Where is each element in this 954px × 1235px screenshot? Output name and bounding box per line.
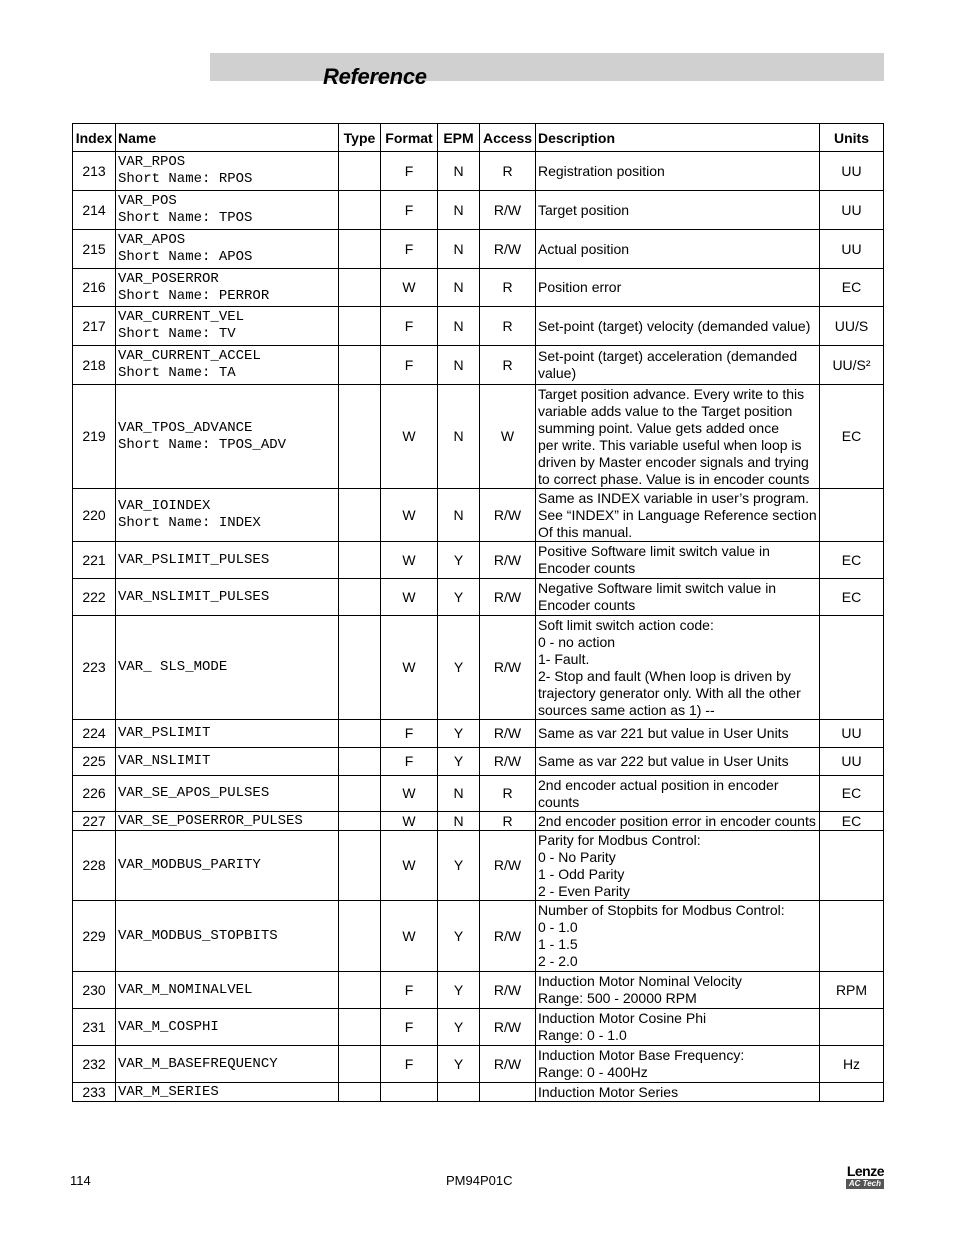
cell-description <box>536 307 820 346</box>
cell-index: 227 <box>73 812 116 831</box>
cell-description <box>536 748 820 776</box>
cell-access: R/W <box>480 748 536 776</box>
cell-format: F <box>381 748 438 776</box>
name-line: VAR_M_SERIES <box>118 1083 219 1100</box>
name-line: Short Name: TA <box>118 365 236 381</box>
description-line: 0 - No Parity <box>538 848 616 865</box>
cell-description <box>536 269 820 307</box>
cell-units: EC <box>820 812 884 831</box>
description-line: variable adds value to the Target position <box>538 402 793 419</box>
cell-name <box>116 230 339 269</box>
cell-format: W <box>381 489 438 542</box>
description-line: Of this manual. <box>538 523 633 540</box>
description-line: Set-point (target) velocity (demanded value) <box>538 317 811 334</box>
cell-epm: Y <box>438 1046 480 1083</box>
cell-epm: Y <box>438 542 480 579</box>
cell-name <box>116 901 339 972</box>
cell-access: R <box>480 269 536 307</box>
description-line: 2- Stop and fault (When loop is driven by <box>538 667 791 684</box>
cell-access: R/W <box>480 831 536 901</box>
cell-index: 223 <box>73 616 116 720</box>
cell-name <box>116 489 339 542</box>
col-header-type: Type <box>339 124 381 152</box>
cell-type <box>339 191 381 230</box>
description-line: 0 - no action <box>538 633 616 650</box>
cell-access: W <box>480 385 536 489</box>
description-line: Positive Software limit switch value in <box>538 543 770 559</box>
cell-format: F <box>381 191 438 230</box>
cell-epm: Y <box>438 616 480 720</box>
col-header-name: Name <box>116 124 339 152</box>
cell-name <box>116 152 339 191</box>
cell-index: 216 <box>73 269 116 307</box>
cell-units: UU/S² <box>820 346 884 385</box>
table-row <box>73 776 884 812</box>
description-line: 1- Fault. <box>538 650 590 667</box>
table-row <box>73 748 884 776</box>
col-header-format: Format <box>381 124 438 152</box>
cell-index: 226 <box>73 776 116 812</box>
cell-type <box>339 230 381 269</box>
cell-epm: Y <box>438 720 480 748</box>
document-code: PM94P01C <box>446 1173 513 1188</box>
cell-units <box>820 831 884 901</box>
description-line: Actual position <box>538 240 630 257</box>
description-line: Range: 0 - 1.0 <box>538 1027 627 1043</box>
cell-description <box>536 720 820 748</box>
description-line: Target position <box>538 201 630 218</box>
cell-index: 220 <box>73 489 116 542</box>
name-line: Short Name: TV <box>118 326 236 342</box>
cell-epm <box>438 1083 480 1102</box>
cell-index: 215 <box>73 230 116 269</box>
description-line: Encoder counts <box>538 560 636 576</box>
cell-index: 230 <box>73 972 116 1009</box>
description-line: Induction Motor Series <box>538 1083 679 1100</box>
cell-name <box>116 776 339 812</box>
description-line: Induction Motor Cosine Phi <box>538 1010 707 1026</box>
description-line: Parity for Modbus Control: <box>538 831 701 848</box>
name-line: Short Name: APOS <box>118 249 253 265</box>
page-title: Reference <box>323 64 427 89</box>
cell-index: 232 <box>73 1046 116 1083</box>
description-line: Position error <box>538 279 622 295</box>
table-row <box>73 616 884 720</box>
cell-epm: Y <box>438 901 480 972</box>
description-line: Same as var 221 but value in User Units <box>538 725 789 741</box>
description-line: value) <box>538 365 577 381</box>
cell-index: 231 <box>73 1009 116 1046</box>
cell-units <box>820 616 884 720</box>
cell-epm: N <box>438 812 480 831</box>
name-line: VAR_PSLIMIT <box>118 725 211 741</box>
cell-format: W <box>381 385 438 489</box>
name-line: VAR_NSLIMIT_PULSES <box>118 588 270 605</box>
cell-units: EC <box>820 776 884 812</box>
description-line: counts <box>538 793 580 810</box>
cell-units: UU <box>820 230 884 269</box>
cell-index: 233 <box>73 1083 116 1102</box>
cell-type <box>339 1009 381 1046</box>
name-line: VAR_MODBUS_STOPBITS <box>118 927 278 944</box>
cell-units <box>820 1083 884 1102</box>
cell-description <box>536 972 820 1009</box>
description-line: 0 - 1.0 <box>538 919 578 935</box>
cell-units: UU <box>820 748 884 776</box>
table-row <box>73 720 884 748</box>
cell-name <box>116 831 339 901</box>
cell-description <box>536 152 820 191</box>
cell-format: W <box>381 812 438 831</box>
table-row <box>73 1009 884 1046</box>
cell-access: R <box>480 307 536 346</box>
col-header-units: Units <box>820 124 884 152</box>
name-line: Short Name: INDEX <box>118 515 261 531</box>
table-row <box>73 579 884 616</box>
cell-index: 213 <box>73 152 116 191</box>
name-line: VAR_IOINDEX <box>118 498 211 514</box>
header-bar <box>210 53 884 81</box>
cell-format <box>381 1083 438 1102</box>
description-line: Number of Stopbits for Modbus Control: <box>538 902 785 918</box>
cell-units: UU/S <box>820 307 884 346</box>
cell-description <box>536 1083 820 1102</box>
cell-name <box>116 1009 339 1046</box>
cell-units: RPM <box>820 972 884 1009</box>
cell-type <box>339 542 381 579</box>
description-line: Range: 0 - 400Hz <box>538 1064 648 1080</box>
cell-description <box>536 489 820 542</box>
cell-name <box>116 720 339 748</box>
name-line: VAR_ SLS_MODE <box>118 659 228 675</box>
cell-name <box>116 542 339 579</box>
description-line: 2nd encoder position error in encoder counts <box>538 812 816 829</box>
cell-type <box>339 152 381 191</box>
name-line: VAR_CURRENT_ACCEL <box>118 348 261 364</box>
cell-description <box>536 191 820 230</box>
table-row <box>73 191 884 230</box>
name-line: Short Name: PERROR <box>118 287 270 304</box>
cell-epm: N <box>438 230 480 269</box>
cell-access: R/W <box>480 1009 536 1046</box>
description-line: Range: 500 - 20000 RPM <box>538 990 697 1006</box>
cell-type <box>339 579 381 616</box>
name-line: Short Name: RPOS <box>118 171 253 187</box>
reference-table <box>72 123 884 1102</box>
cell-access: R/W <box>480 901 536 972</box>
description-line: See “INDEX” in Language Reference section <box>538 506 817 523</box>
cell-format: F <box>381 972 438 1009</box>
table-header-row <box>73 124 884 152</box>
cell-epm: N <box>438 776 480 812</box>
col-header-epm: EPM <box>438 124 480 152</box>
table-row <box>73 269 884 307</box>
cell-access: R/W <box>480 191 536 230</box>
cell-access: R/W <box>480 972 536 1009</box>
cell-format: W <box>381 831 438 901</box>
cell-index: 218 <box>73 346 116 385</box>
name-line: VAR_M_COSPHI <box>118 1018 219 1035</box>
table-row <box>73 385 884 489</box>
cell-description <box>536 385 820 489</box>
cell-epm: Y <box>438 1009 480 1046</box>
cell-type <box>339 972 381 1009</box>
description-line: per write. This variable useful when loop is <box>538 436 802 453</box>
cell-format: F <box>381 1046 438 1083</box>
cell-access: R <box>480 776 536 812</box>
cell-name <box>116 579 339 616</box>
description-line: trajectory generator only. With all the other <box>538 684 801 701</box>
cell-epm: N <box>438 269 480 307</box>
cell-epm: Y <box>438 579 480 616</box>
cell-type <box>339 346 381 385</box>
table-row <box>73 1083 884 1102</box>
cell-index: 217 <box>73 307 116 346</box>
table-row <box>73 831 884 901</box>
name-line: VAR_SE_POSERROR_PULSES <box>118 812 303 829</box>
name-line: VAR_SE_APOS_PULSES <box>118 785 270 801</box>
description-line: Target position advance. Every write to this <box>538 385 805 402</box>
cell-epm: N <box>438 346 480 385</box>
cell-format: W <box>381 542 438 579</box>
cell-name <box>116 307 339 346</box>
cell-name <box>116 1046 339 1083</box>
cell-type <box>339 616 381 720</box>
cell-description <box>536 812 820 831</box>
cell-format: W <box>381 776 438 812</box>
table-row <box>73 972 884 1009</box>
cell-type <box>339 812 381 831</box>
logo-word: Lenze <box>846 1163 884 1179</box>
cell-units: EC <box>820 579 884 616</box>
cell-access: R/W <box>480 1046 536 1083</box>
cell-units: Hz <box>820 1046 884 1083</box>
cell-description <box>536 579 820 616</box>
description-line: 2 - Even Parity <box>538 882 630 899</box>
cell-access: R/W <box>480 489 536 542</box>
description-line: to correct phase. Value is in encoder counts <box>538 470 810 487</box>
cell-format: W <box>381 901 438 972</box>
col-header-index: Index <box>73 124 116 152</box>
cell-name <box>116 269 339 307</box>
cell-units: EC <box>820 269 884 307</box>
cell-epm: N <box>438 191 480 230</box>
cell-description <box>536 831 820 901</box>
table-row <box>73 812 884 831</box>
cell-epm: Y <box>438 972 480 1009</box>
name-line: VAR_CURRENT_VEL <box>118 309 245 325</box>
cell-description <box>536 230 820 269</box>
name-line: Short Name: TPOS_ADV <box>118 436 287 453</box>
description-line: sources same action as 1) -- <box>538 701 715 718</box>
col-header-description: Description <box>536 124 820 152</box>
cell-format: W <box>381 579 438 616</box>
cell-index: 225 <box>73 748 116 776</box>
cell-units <box>820 489 884 542</box>
cell-units: UU <box>820 152 884 191</box>
name-line: VAR_M_NOMINALVEL <box>118 981 253 998</box>
cell-format: F <box>381 720 438 748</box>
cell-epm: N <box>438 307 480 346</box>
cell-epm: N <box>438 385 480 489</box>
description-line: Set-point (target) acceleration (demanded <box>538 348 798 364</box>
cell-access: R/W <box>480 579 536 616</box>
name-line: VAR_TPOS_ADVANCE <box>118 419 253 436</box>
cell-access <box>480 1083 536 1102</box>
description-line: driven by Master encoder signals and trying <box>538 453 809 470</box>
cell-units: UU <box>820 720 884 748</box>
cell-format: F <box>381 346 438 385</box>
cell-type <box>339 748 381 776</box>
cell-units: EC <box>820 385 884 489</box>
table-row <box>73 542 884 579</box>
cell-epm: N <box>438 152 480 191</box>
cell-units: EC <box>820 542 884 579</box>
description-line: summing point. Value gets added once <box>538 419 780 436</box>
cell-name <box>116 191 339 230</box>
col-header-access: Access <box>480 124 536 152</box>
name-line: Short Name: TPOS <box>118 210 253 226</box>
name-line: VAR_APOS <box>118 232 186 248</box>
name-line: VAR_RPOS <box>118 154 186 170</box>
cell-index: 214 <box>73 191 116 230</box>
cell-type <box>339 720 381 748</box>
description-line: Induction Motor Nominal Velocity <box>538 973 742 989</box>
description-line: Soft limit switch action code: <box>538 616 714 633</box>
cell-format: F <box>381 152 438 191</box>
cell-type <box>339 831 381 901</box>
cell-index: 221 <box>73 542 116 579</box>
description-line: Negative Software limit switch value in <box>538 580 777 596</box>
cell-name <box>116 748 339 776</box>
name-line: VAR_NSLIMIT <box>118 753 211 769</box>
cell-index: 222 <box>73 579 116 616</box>
description-line: Same as INDEX variable in user’s program. <box>538 489 810 506</box>
cell-type <box>339 1046 381 1083</box>
cell-type <box>339 269 381 307</box>
cell-access: R/W <box>480 616 536 720</box>
cell-name <box>116 1083 339 1102</box>
cell-type <box>339 776 381 812</box>
cell-access: R/W <box>480 542 536 579</box>
description-line: 1 - 1.5 <box>538 936 578 952</box>
cell-epm: Y <box>438 831 480 901</box>
cell-type <box>339 1083 381 1102</box>
cell-format: W <box>381 616 438 720</box>
table-row <box>73 230 884 269</box>
cell-description <box>536 346 820 385</box>
cell-units <box>820 1009 884 1046</box>
cell-format: F <box>381 307 438 346</box>
cell-format: W <box>381 269 438 307</box>
name-line: VAR_POSERROR <box>118 270 219 287</box>
name-line: VAR_M_BASEFREQUENCY <box>118 1055 278 1072</box>
cell-name <box>116 385 339 489</box>
cell-type <box>339 489 381 542</box>
cell-format: F <box>381 230 438 269</box>
cell-type <box>339 901 381 972</box>
lenze-logo <box>840 1163 886 1191</box>
description-line: Induction Motor Base Frequency: <box>538 1047 745 1063</box>
table-row <box>73 152 884 191</box>
name-line: VAR_PSLIMIT_PULSES <box>118 551 270 568</box>
description-line: 2nd encoder actual position in encoder <box>538 776 779 793</box>
cell-access: R/W <box>480 720 536 748</box>
name-line: VAR_MODBUS_PARITY <box>118 857 261 873</box>
cell-units: UU <box>820 191 884 230</box>
table-row <box>73 901 884 972</box>
cell-description <box>536 1009 820 1046</box>
cell-index: 219 <box>73 385 116 489</box>
cell-format: F <box>381 1009 438 1046</box>
cell-access: R/W <box>480 230 536 269</box>
cell-index: 224 <box>73 720 116 748</box>
description-line: 2 - 2.0 <box>538 953 578 969</box>
cell-description <box>536 1046 820 1083</box>
cell-description <box>536 616 820 720</box>
cell-description <box>536 776 820 812</box>
cell-epm: Y <box>438 748 480 776</box>
cell-name <box>116 972 339 1009</box>
description-line: Encoder counts <box>538 597 636 613</box>
table-row <box>73 307 884 346</box>
description-line: 1 - Odd Parity <box>538 865 625 882</box>
cell-description <box>536 901 820 972</box>
cell-access: R <box>480 152 536 191</box>
cell-type <box>339 307 381 346</box>
cell-units <box>820 901 884 972</box>
cell-index: 228 <box>73 831 116 901</box>
cell-access: R <box>480 812 536 831</box>
page-number: 114 <box>70 1173 91 1188</box>
description-line: Registration position <box>538 162 665 179</box>
cell-type <box>339 385 381 489</box>
name-line: VAR_POS <box>118 193 177 209</box>
cell-description <box>536 542 820 579</box>
cell-name <box>116 346 339 385</box>
table-row <box>73 489 884 542</box>
cell-epm: N <box>438 489 480 542</box>
cell-access: R <box>480 346 536 385</box>
cell-index: 229 <box>73 901 116 972</box>
table-row <box>73 346 884 385</box>
cell-name <box>116 616 339 720</box>
logo-subtitle: AC Tech <box>846 1179 884 1189</box>
table-row <box>73 1046 884 1083</box>
cell-name <box>116 812 339 831</box>
description-line: Same as var 222 but value in User Units <box>538 753 789 769</box>
